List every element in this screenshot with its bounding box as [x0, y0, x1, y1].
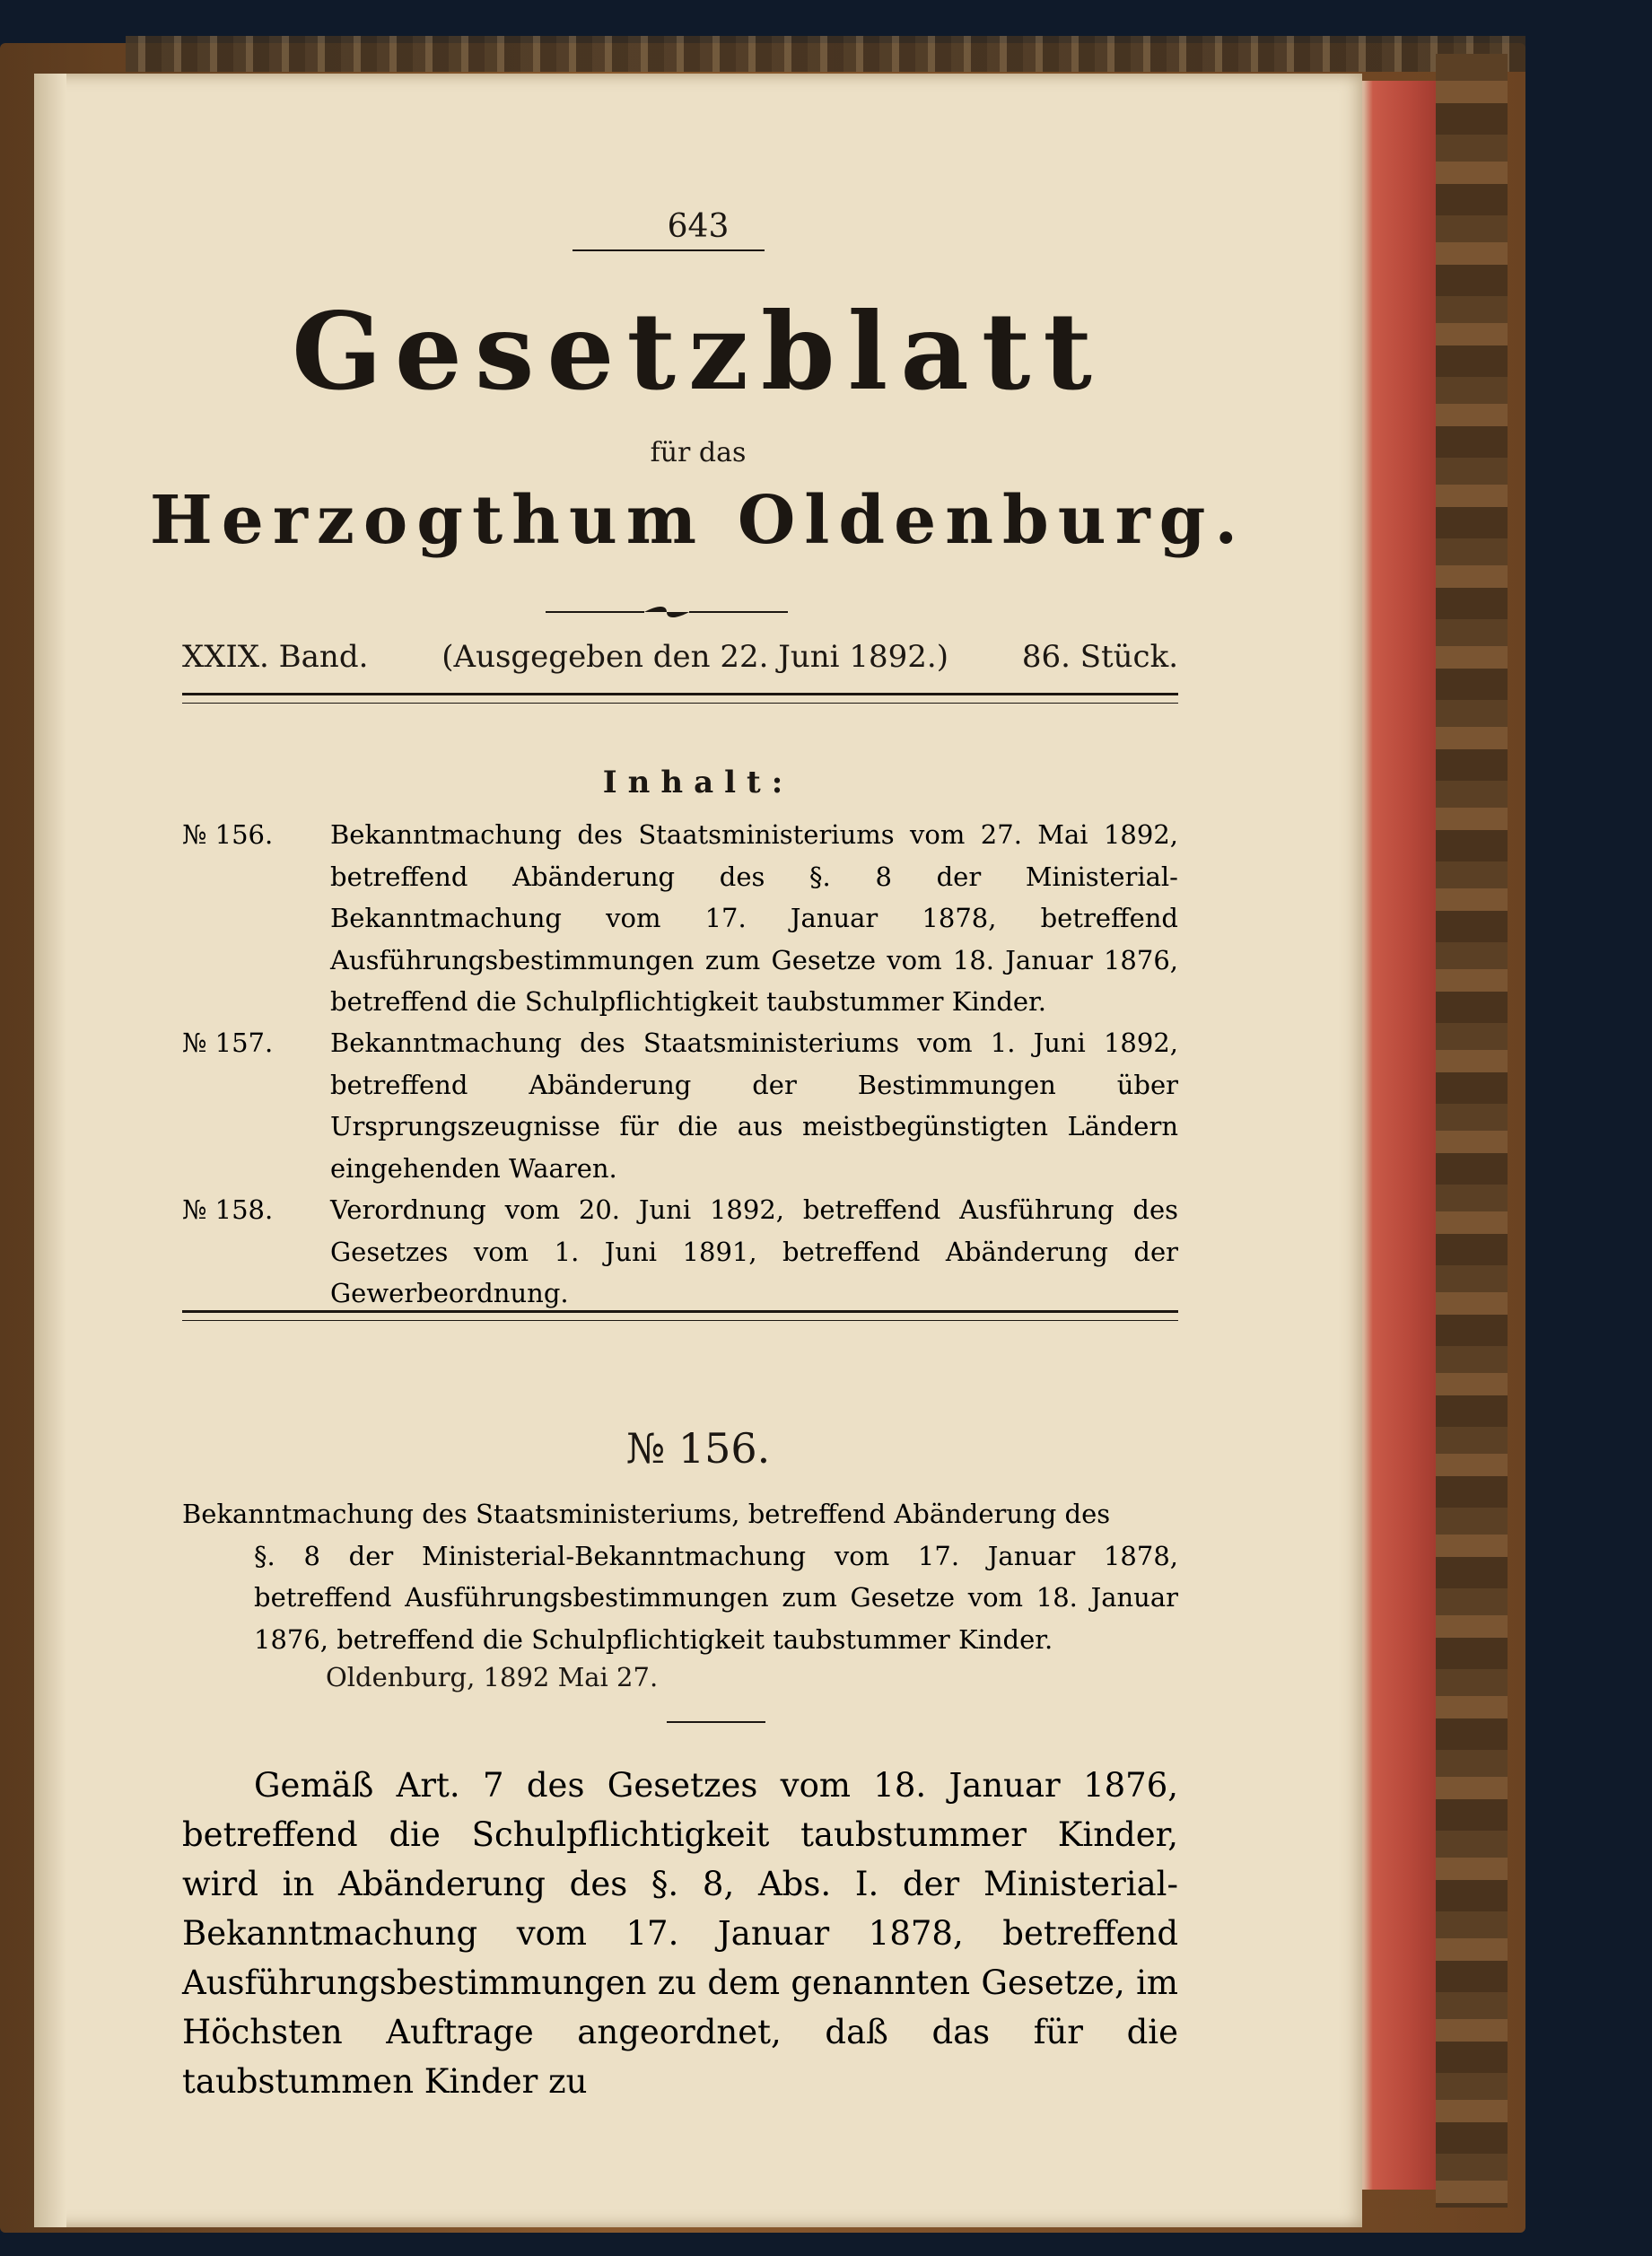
book-page: [34, 74, 1362, 2227]
toc-item: [182, 814, 1178, 1023]
toc-text: Bekanntmachung des Staatsministeriums vom 27. Mai 1892, betreffend Abänderung des §. 8 der Ministerial-Bekanntmachung vom 17. Januar 1878, betreffend Ausführungsbestimmungen zum Gesetze vom 18. Januar 1876, betreffend die Schulpflichtigkeit taubstummer Kinder.: [330, 819, 1178, 1017]
issue-info-row: [182, 639, 1178, 675]
title-connector: für das: [650, 437, 747, 468]
body-paragraph: Gemäß Art. 7 des Gesetzes vom 18. Januar 1876, betreffend die Schulpflichtigkeit taubstummer Kinder, wird in Abänderung des §. 8, Abs. I. der Ministerial-Bekanntmachung vom 17. Januar 1878, betreffend Ausführungsbestimmungen zu dem genannten Gesetze, im Höchsten Auftrage angeordnet, daß das für die taubstummen Kinder zu: [182, 1766, 1178, 2101]
page-number-rule: [573, 249, 765, 251]
section-rule: [667, 1721, 765, 1723]
toc-number: № 157.: [182, 1027, 274, 1058]
ornament-divider: [546, 603, 788, 621]
contents-heading: Inhalt:: [602, 765, 794, 800]
issue-date: (Ausgegeben den 22. Juni 1892.): [441, 639, 948, 675]
page-number: 643: [667, 208, 730, 245]
announcement-continuation: §. 8 der Ministerial-Bekanntmachung vom 17. Januar 1878, betreffend Ausführungsbestimmungen zum Gesetze vom 18. Januar 1876, betreffend die Schulpflichtigkeit taubstummer Kinder.: [254, 1540, 1178, 1655]
volume-label: XXIX. Band.: [182, 639, 369, 675]
book-spine: [1436, 54, 1508, 2208]
announcement-first-line: Bekanntmachung des Staatsministeriums, betreffend Abänderung des: [182, 1499, 1111, 1529]
issue-number: 86. Stück.: [1021, 639, 1178, 675]
page-title: Gesetzblatt: [292, 289, 1105, 414]
toc-number: № 156.: [182, 819, 274, 850]
book-top-edge: [126, 36, 1525, 72]
double-rule-top: [182, 693, 1178, 704]
double-rule-bottom: [182, 1310, 1178, 1321]
toc-item: [182, 1189, 1178, 1315]
toc-item: [182, 1022, 1178, 1189]
page-subtitle: Herzogthum Oldenburg.: [149, 482, 1247, 559]
announcement-heading: [182, 1493, 1178, 1660]
toc-number: № 158.: [182, 1194, 274, 1225]
date-line: Oldenburg, 1892 Mai 27.: [326, 1662, 659, 1692]
section-heading: № 156.: [625, 1424, 771, 1473]
toc-text: Verordnung vom 20. Juni 1892, betreffend Ausführung des Gesetzes vom 1. Juni 1891, betreffend Abänderung der Gewerbeordnung.: [330, 1194, 1178, 1308]
toc-text: Bekanntmachung des Staatsministeriums vom 1. Juni 1892, betreffend Abänderung der Bestimmungen über Ursprungszeugnisse für die aus meistbegünstigten Ländern eingehenden Waaren.: [330, 1027, 1178, 1184]
